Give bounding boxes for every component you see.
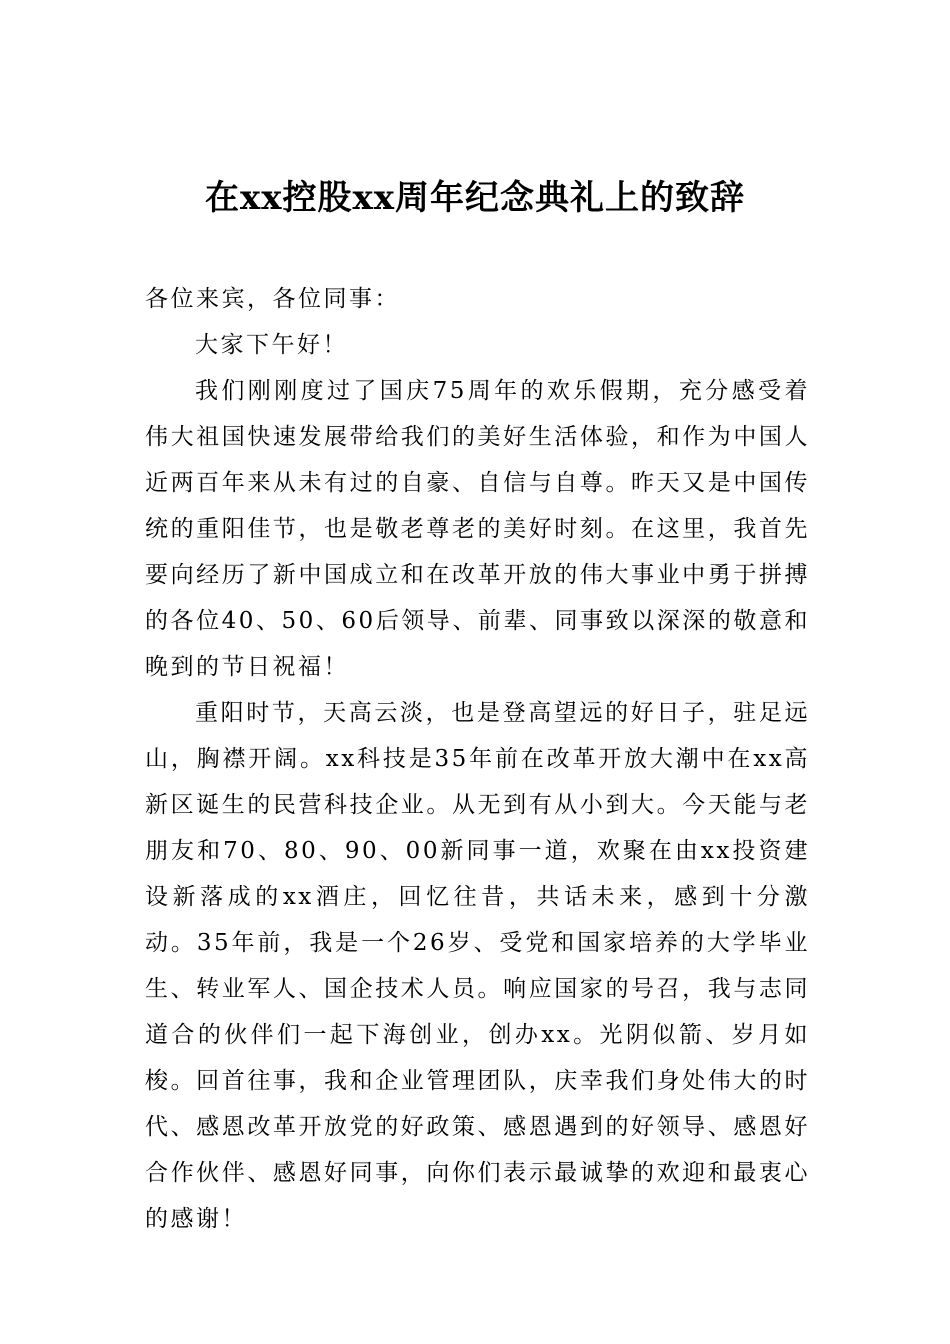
document-body [145,276,810,1242]
body-paragraph: 我们刚刚度过了国庆75周年的欢乐假期，充分感受着伟大祖国快速发展带给我们的美好生活体验，和作为中国人近两百年来从未有过的自豪、自信与自尊。昨天又是中国传统的重阳佳节，也是敬老尊老的美好时刻。在这里，我首先要向经历了新中国成立和在改革开放的伟大事业中勇于拼搏的各位40、50、60后领导、前辈、同事致以深深的敬意和晚到的节日祝福！ [145,378,810,680]
salutation: 各位来宾，各位同事： [145,286,400,312]
document-title: 在xx控股xx周年纪念典礼上的致辞 [204,178,746,218]
greeting-paragraph: 大家下午好！ [195,332,348,358]
body-paragraph: 重阳时节，天高云淡，也是登高望远的好日子，驻足远山，胸襟开阔。xx科技是35年前在改革开放大潮中在xx高新区诞生的民营科技企业。从无到有从小到大。今天能与老朋友和70、80、90、00新同事一道，欢聚在由xx投资建设新落成的xx酒庄，回忆往昔，共话未来，感到十分激动。35年前，我是一个26岁、受党和国家培养的大学毕业生、转业军人、国企技术人员。响应国家的号召，我与志同道合的伙伴们一起下海创业，创办xx。光阴似箭、岁月如梭。回首往事，我和企业管理团队，庆幸我们身处伟大的时代、感恩改革开放党的好政策、感恩遇到的好领导、感恩好合作伙伴、感恩好同事，向你们表示最诚挚的欢迎和最衷心的感谢！ [145,700,810,1232]
